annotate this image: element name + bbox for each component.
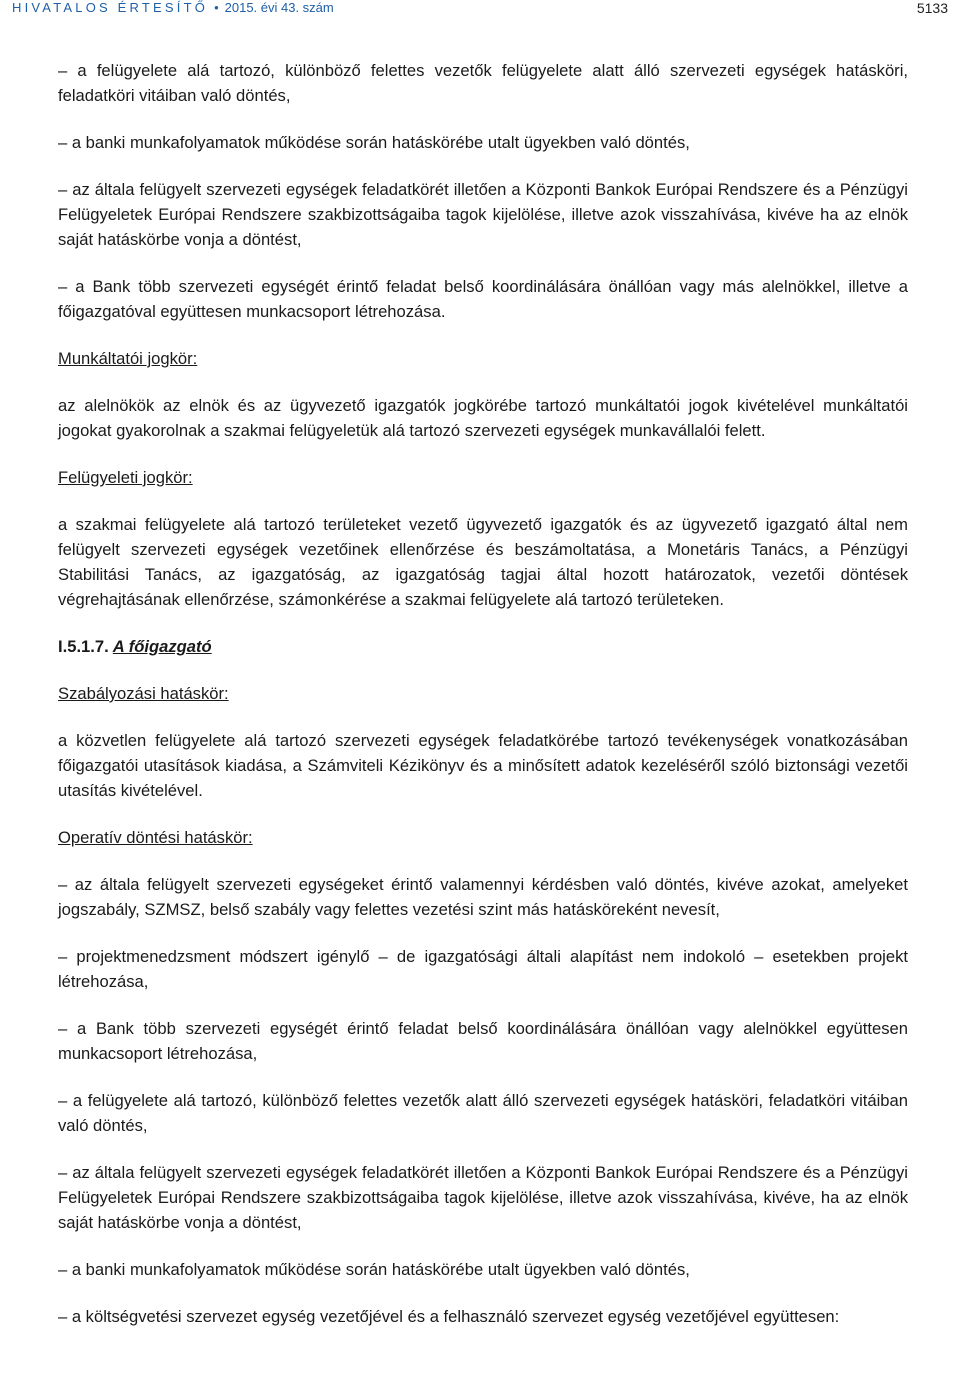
list-item: – a banki munkafolyamatok működése során hatáskörébe utalt ügyekben való döntés, [58, 133, 690, 152]
paragraph: az alelnökök az elnök és az ügyvezető igazgatók jogkörébe tartozó munkáltatói jogok kivételével munkáltatói jogokat gyakorolnak a szakmai felügyeletük alá tartozó szervezeti egységek munkavállalói felett. [58, 396, 908, 440]
section-subheading [58, 465, 908, 490]
list-item: – a költségvetési szervezet egység vezetőjével és a felhasználó szervezet egység vezetőjével együttesen: [58, 1307, 840, 1326]
list-item: – a felügyelete alá tartozó, különböző felettes vezetők felügyelete alatt álló szervezeti egységek hatásköri, feladatköri vitáiban való döntés, [58, 61, 908, 105]
heading-text: Szabályozási hatáskör: [58, 684, 229, 703]
issue-label: 2015. évi 43. szám [224, 0, 334, 15]
page-header [12, 0, 948, 18]
section-number: I.5.1.7. [58, 637, 109, 656]
section-subheading [58, 825, 908, 850]
list-item: – az általa felügyelt szervezeti egységek feladatkörét illetően a Központi Bankok Európai Rendszere és a Pénzügyi Felügyeletek Európai Rendszere szakbizottságaiba tagok kijelölése, illetve azok visszahívása, kivéve ha az elnök saját hatáskörbe vonja a döntést, [58, 180, 908, 249]
header-separator: • [214, 0, 219, 15]
header-left [12, 0, 334, 15]
list-item: – projektmenedzsment módszert igénylő – de igazgatósági általi alapítást nem indokoló – esetekben projekt létrehozása, [58, 947, 908, 991]
journal-title: HIVATALOS ÉRTESÍTŐ [12, 0, 209, 15]
section-title [58, 634, 908, 659]
section-name: A főigazgató [112, 637, 212, 656]
list-item: – a banki munkafolyamatok működése során hatáskörébe utalt ügyekben való döntés, [58, 1260, 690, 1279]
heading-text: Munkáltatói jogkör: [58, 349, 198, 368]
heading-text: Felügyeleti jogkör: [58, 468, 193, 487]
heading-text: Operatív döntési hatáskör: [58, 828, 253, 847]
paragraph: a szakmai felügyelete alá tartozó területeket vezető ügyvezető igazgatók és az ügyvezető igazgató által nem felügyelt szervezeti egységek vezetőinek ellenőrzése és beszámoltatása, a Monetáris Tanács, a Pénzügyi Stabilitási Tanács, az igazgatóság, az igazgatóság tagjai által hozott határozatok, vezetői döntések végrehajtásának ellenőrzése, számonkérése a szakmai felügyelete alá tartozó területeken. [58, 515, 908, 609]
list-item: – a Bank több szervezeti egységét érintő feladat belső koordinálására önállóan vagy más alelnökkel, illetve a főigazgatóval együttesen munkacsoport létrehozása. [58, 277, 908, 321]
paragraph: a közvetlen felügyelete alá tartozó szervezeti egységek feladatkörébe tartozó tevékenységek vonatkozásában főigazgatói utasítások kiadása, a Számviteli Kézikönyv és a minősített adatok kezeléséről szóló biztonsági vezetői utasítás kivételével. [58, 731, 908, 800]
page-number: 5133 [916, 0, 948, 16]
section-subheading [58, 346, 908, 371]
list-item: – a felügyelete alá tartozó, különböző felettes vezetők alatt álló szervezeti egységek hatásköri, feladatköri vitáiban való döntés, [58, 1091, 908, 1135]
document-body [58, 58, 908, 1329]
list-item: – az általa felügyelt szervezeti egységek feladatkörét illetően a Központi Bankok Európai Rendszere és a Pénzügyi Felügyeletek Európai Rendszere szakbizottságaiba tagok kijelölése, illetve azok visszahívása, kivéve, ha az elnök saját hatáskörbe vonja a döntést, [58, 1163, 908, 1232]
list-item: – a Bank több szervezeti egységét érintő feladat belső koordinálására önállóan vagy alelnökkel együttesen munkacsoport létrehozása, [58, 1019, 908, 1063]
section-subheading [58, 681, 908, 706]
list-item: – az általa felügyelt szervezeti egységeket érintő valamennyi kérdésben való döntés, kivéve azokat, amelyeket jogszabály, SZMSZ, belső szabály vagy felettes vezetési szint más hatásköreként nevesít, [58, 875, 908, 919]
